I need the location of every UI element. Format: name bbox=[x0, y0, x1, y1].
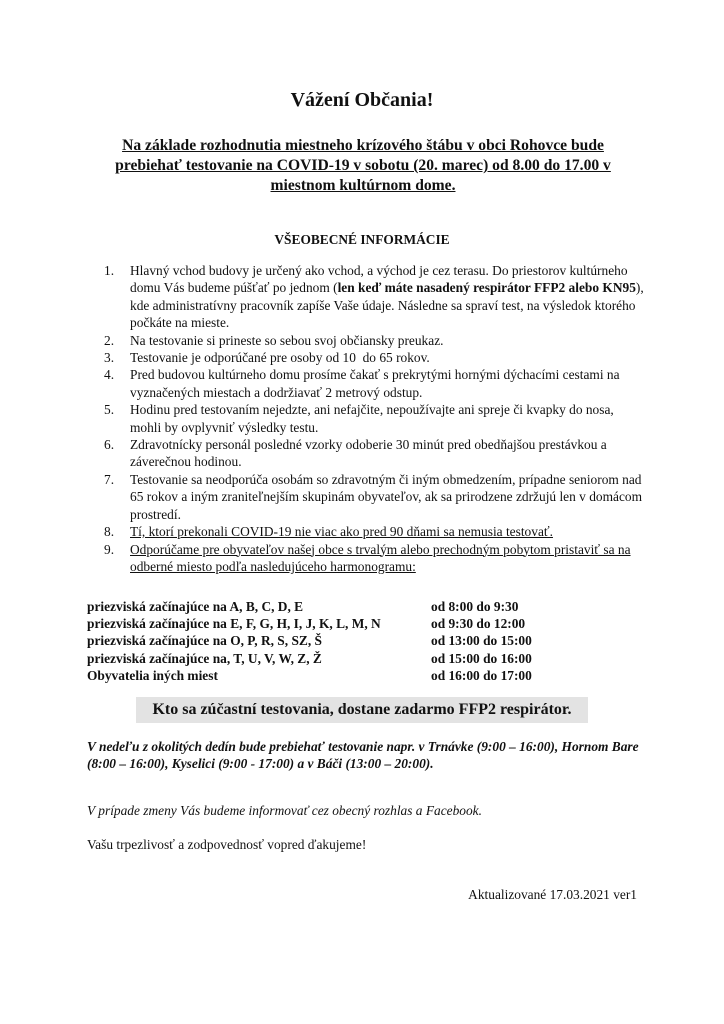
list-item-text: Testovanie sa neodporúča osobám so zdravotným či iným obmedzením, prípadne seniorom nad 65 rokov a iným zraniteľnejším skupinám obyvateľov, ak sa prirodzene zdržujú len v domácom prostredí. bbox=[130, 471, 643, 522]
list-item bbox=[104, 436, 644, 471]
list-item-text: Testovanie je odporúčané pre osoby od 10 do 65 rokov. bbox=[130, 350, 430, 366]
list-item-number: 9. bbox=[104, 541, 115, 557]
schedule-time: od 15:00 do 16:00 bbox=[431, 650, 532, 666]
schedule-time: od 8:00 do 9:30 bbox=[431, 599, 519, 614]
list-item-number: 4. bbox=[104, 367, 115, 383]
schedule-row bbox=[87, 667, 567, 684]
schedule-time: od 9:30 do 12:00 bbox=[431, 616, 526, 632]
free-respirator-notice: Kto sa zúčastní testovania, dostane zadarmo FFP2 respirátor. bbox=[152, 701, 572, 718]
list-item-text: Hodinu pred testovaním nejedzte, ani nefajčite, nepoužívajte ani spreje či kvapky do nosa, mohli by ovplyvniť výsledky testu. bbox=[130, 402, 614, 435]
intro-announcement: Na základe rozhodnutia miestneho krízového štábu v obci Rohovce bude prebiehať testovanie na COVID-19 v sobotu (20. marec) od 8.00 do 17.00 v miestnom kultúrnom dome. bbox=[115, 137, 611, 194]
list-item-text-part: ), kde administratívny pracovník zapíše Vaše údaje. Následne sa spraví test, na výsledok ktorého počkáte na mieste. bbox=[130, 280, 644, 331]
testing-schedule bbox=[87, 598, 567, 684]
section-heading: VŠEOBECNÉ INFORMÁCIE bbox=[274, 232, 450, 247]
list-item bbox=[104, 349, 644, 366]
list-item-number: 8. bbox=[104, 524, 115, 540]
list-item bbox=[104, 401, 644, 436]
schedule-row bbox=[87, 650, 567, 667]
list-item-text: Zdravotnícky personál posledné vzorky odoberie 30 minút pred obedňajšou prestávkou a záverečnou hodinou. bbox=[130, 437, 607, 470]
updated-date: Aktualizované 17.03.2021 ver1 bbox=[468, 887, 637, 902]
list-item bbox=[104, 366, 644, 401]
schedule-group: priezviská začínajúce na E, F, G, H, I, J, K, L, M, N bbox=[87, 616, 381, 632]
schedule-group: priezviská začínajúce na O, P, R, S, SZ, Š bbox=[87, 633, 322, 649]
schedule-row bbox=[87, 598, 567, 615]
list-item-number: 5. bbox=[104, 402, 115, 418]
list-item-text-part: Hlavný vchod budovy je určený ako vchod, a východ je cez terasu. Do priestorov kultúrneho domu Vás budeme púšťať po jednom ( bbox=[130, 263, 628, 296]
list-item bbox=[104, 262, 644, 332]
list-item-number: 2. bbox=[104, 332, 115, 348]
page-title: Vážení Občania! bbox=[290, 89, 434, 111]
list-item-number: 6. bbox=[104, 437, 115, 453]
list-item bbox=[104, 523, 644, 540]
schedule-row bbox=[87, 615, 567, 632]
respirator-requirement: len keď máte nasadený respirátor FFP2 alebo KN95 bbox=[337, 280, 636, 296]
change-notice: V prípade zmeny Vás budeme informovať cez obecný rozhlas a Facebook. bbox=[87, 803, 482, 818]
thanks-note: Vašu trpezlivosť a zodpovednosť vopred ďakujeme! bbox=[87, 837, 367, 852]
schedule-time: od 16:00 do 17:00 bbox=[431, 667, 532, 683]
list-item-number: 1. bbox=[104, 263, 115, 278]
schedule-group: priezviská začínajúce na, T, U, V, W, Z, Ž bbox=[87, 650, 322, 666]
list-item bbox=[104, 541, 644, 576]
list-item-text: Pred budovou kultúrneho domu prosíme čakať s prekrytými hornými dýchacími cestami na vyznačených miestach a dodržiavať 2 metrový odstup. bbox=[130, 367, 620, 400]
schedule-group: priezviská začínajúce na A, B, C, D, E bbox=[87, 599, 304, 614]
list-item-number: 3. bbox=[104, 350, 115, 366]
list-item-text: Tí, ktorí prekonali COVID-19 nie viac ako pred 90 dňami sa nemusia testovať. bbox=[130, 524, 553, 540]
schedule-group: Obyvatelia iných miest bbox=[87, 667, 218, 683]
list-item-text bbox=[130, 263, 644, 330]
sunday-testing-note: V nedeľu z okolitých dedín bude prebiehať testovanie napr. v Trnávke (9:00 – 16:00), Hornom Bare (8:00 – 16:00), Kyselici (9:00 - 17:00) a v Báči (13:00 – 20:00). bbox=[87, 739, 639, 772]
schedule-row bbox=[87, 632, 567, 649]
list-item bbox=[104, 332, 644, 349]
list-item-text: Na testovanie si prineste so sebou svoj občiansky preukaz. bbox=[130, 332, 444, 348]
schedule-time: od 13:00 do 15:00 bbox=[431, 633, 532, 649]
list-item-number: 7. bbox=[104, 471, 115, 487]
list-item bbox=[104, 471, 644, 523]
info-list bbox=[104, 262, 644, 575]
list-item-text: Odporúčame pre obyvateľov našej obce s trvalým alebo prechodným pobytom pristaviť sa na odberné miesto podľa nasledujúceho harmonogramu: bbox=[130, 541, 631, 574]
